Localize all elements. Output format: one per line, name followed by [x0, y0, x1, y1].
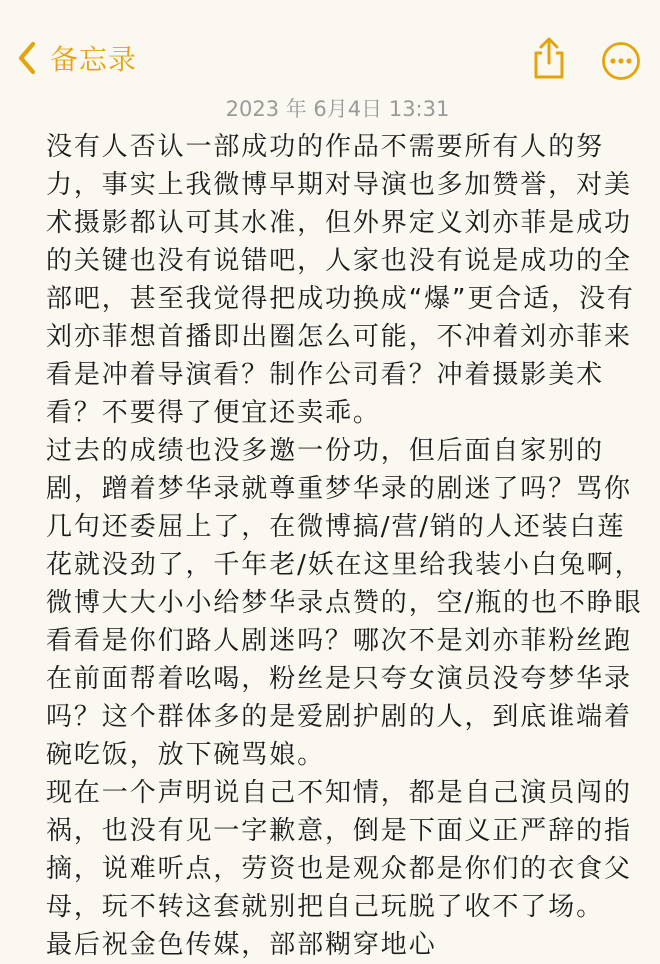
chevron-left-icon	[16, 40, 38, 76]
note-line: 吗？这个群体多的是爱剧护剧的人，到底谁端着	[46, 702, 632, 732]
note-line: 碗吃饭，放下碗骂娘。	[46, 740, 326, 770]
note-line: 祸，也没有见一字歉意，倒是下面义正严辞的指	[46, 816, 632, 846]
note-line: 看是冲着导演看？制作公司看？冲着摄影美术	[46, 360, 605, 390]
note-line: 术摄影都认可其水准，但外界定义刘亦菲是成功	[46, 208, 632, 238]
note-line: 的关键也没有说错吧，人家也没有说是成功的全	[46, 246, 632, 276]
note-line: 花就没劲了，千年老/妖在这里给我装小白兔啊，	[46, 550, 643, 580]
note-line: 剧，蹭着梦华录就尊重梦华录的剧迷了吗？骂你	[46, 474, 632, 504]
note-line: 过去的成绩也没多邀一份功，但后面自家别的	[46, 436, 605, 466]
note-body[interactable]	[46, 128, 646, 964]
note-line: 力，事实上我微博早期对导演也多加赞誉，对美	[46, 170, 632, 200]
note-line: 刘亦菲想首播即出圈怎么可能，不冲着刘亦菲来	[46, 322, 632, 352]
back-button[interactable]	[16, 38, 137, 78]
back-label: 备忘录	[50, 43, 138, 76]
note-line: 几句还委屈上了，在微博搞/营/销的人还装白莲	[46, 512, 626, 542]
more-icon	[600, 40, 642, 82]
more-button[interactable]	[600, 40, 642, 82]
note-line: 部吧，甚至我觉得把成功换成“爆”更合适，没有	[46, 284, 635, 314]
note-line: 现在一个声明说自己不知情，都是自己演员闯的	[46, 778, 632, 808]
note-line: 看看是你们路人剧迷吗？哪次不是刘亦菲粉丝跑	[46, 626, 632, 656]
note-line: 最后祝金色传媒，部部糊穿地心	[46, 930, 437, 960]
note-line: 在前面帮着吆喝，粉丝是只夸女演员没夸梦华录	[46, 664, 632, 694]
note-line: 摘，说难听点，劳资也是观众都是你们的衣食父	[46, 854, 632, 884]
note-line: 微博大大小小给梦华录点赞的，空/瓶的也不睁眼	[46, 588, 643, 618]
note-line: 看？不要得了便宜还卖乖。	[46, 398, 381, 428]
nav-bar	[0, 0, 660, 95]
note-line: 没有人否认一部成功的作品不需要所有人的努	[46, 132, 605, 162]
note-line: 母，玩不转这套就别把自己玩脱了收不了场。	[46, 892, 605, 922]
share-button[interactable]	[527, 36, 571, 80]
share-icon	[527, 36, 571, 80]
note-timestamp: 2023 年 6月4日 13:31	[225, 97, 450, 121]
